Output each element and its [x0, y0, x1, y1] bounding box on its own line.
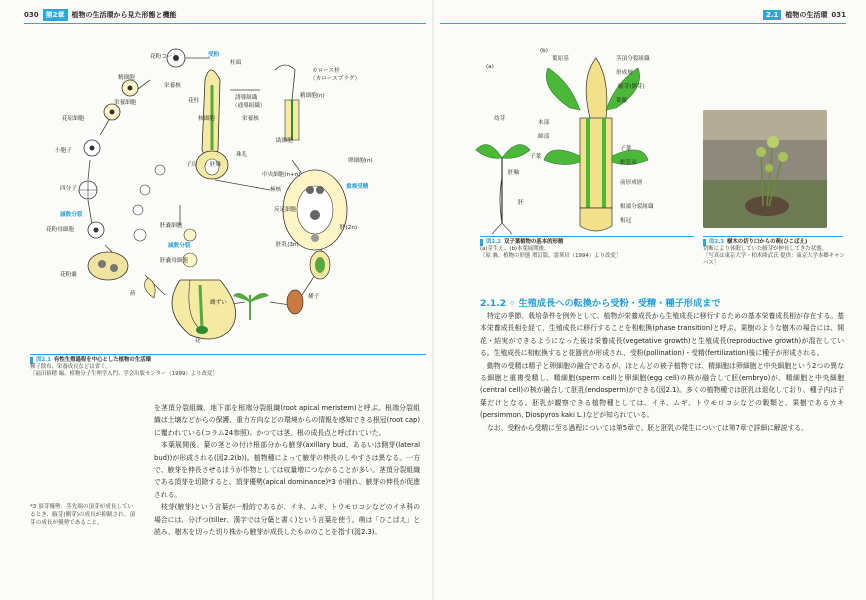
fig1-label-kafunnou: 花粉嚢 [60, 272, 77, 278]
flower-bottom [144, 278, 235, 339]
fig2-label-keiseisou: 形成層 [616, 70, 633, 76]
left-body-paragraph: 枝芽(腋芽)という言葉が一般的であるが、イネ、ムギ、トウモロコシなどのイネ科の場合には、分げつ(tiller、漢字では分蘖と書く)という言葉を使う。萌は「ひこばえ」と読み、樹木を切った切り株から腋芽が成長したもののことを指す(図2.3)。 [154, 503, 420, 537]
fig3-caption-rule [703, 236, 843, 237]
fig1-label-sekishi: 助細胞 [276, 138, 293, 144]
right-page-number: 031 [831, 11, 846, 19]
fig2-label-shiyou2: 子葉 [620, 146, 632, 152]
fig2-label-hakou: 葉腋 [616, 98, 628, 104]
figure-2-1-caption [30, 357, 426, 378]
right-running-head [763, 8, 846, 22]
fig2-caption-title: 双子葉植物の基本的形態 [503, 239, 564, 245]
fig1-label-hainoubo: 胚嚢母細胞 [160, 258, 188, 264]
right-body-text [480, 310, 844, 434]
fig1-label-karosu-plug: （カロースプラグ） [310, 76, 361, 82]
chapter-tag: 第2章 [43, 9, 68, 21]
fig3-caption-line2: ［写真は東京大学・柏木隆武氏 提供：東京大学本郷キャンパス］ [703, 253, 845, 266]
fig1-label-chutou: 柱頭 [230, 60, 242, 66]
figure-2-1-lifecycle-diagram [30, 40, 430, 345]
coppice-photo [703, 110, 827, 228]
fig1-caption-line1: 種子散布、栄養成長などは省く。 [30, 364, 111, 370]
figure-2-3-caption [703, 239, 845, 267]
left-body-text [154, 402, 420, 538]
fig1-label-hantai: 反足細胞 [274, 207, 297, 213]
figure-2-3-photo [703, 110, 827, 228]
fig1-label-shibunshi: 四分子 [60, 186, 77, 192]
fig1-label-seisaibou-n: 精細胞(n) [300, 93, 325, 99]
left-page-number: 030 [24, 11, 39, 19]
fig1-label-gensuu1: 減数分裂 [60, 212, 83, 218]
fig1-caption-title: 有性生殖過程を中心とした植物の生活環 [53, 357, 151, 363]
fig1-label-jusei: 重複受精 [346, 184, 369, 190]
fig1-label-eiyousaibou: 栄養細胞 [114, 100, 137, 106]
fig1-label-hai2n: 胚(2n) [340, 225, 358, 231]
fig1-label-hana: 花 [195, 338, 201, 344]
fig1-label-kangen: 花原細胞 [62, 116, 85, 122]
fig2-caption-line2: ［原 襄、植物の形態 増訂版、裳華房（1994）より改変］ [480, 253, 622, 259]
fig1-label-ranshi: 卵細胞(n) [348, 158, 373, 164]
fig1-label-eiyoukaku: 栄養核 [164, 83, 181, 89]
fig2-label-b: (b) [540, 48, 548, 54]
fig1-label-seisaibou: 精細胞 [118, 75, 135, 81]
fig2-caption-line1: (a)芽生え、(b)本葉展開後。 [480, 246, 550, 252]
fig1-label-choushou: 珠孔 [236, 152, 248, 158]
fig1-label-kafunbo: 花粉母細胞 [46, 227, 74, 233]
fig2-label-mokubu: 木部 [538, 120, 550, 126]
fig1-label-yaku: 葯 [130, 291, 136, 297]
fig1-caption-line2: ［福田裕穂 編、植物分子生理学入門、学会出版センター（1999）より改変］ [30, 371, 218, 377]
fig2-caption-rule [480, 236, 694, 237]
fig1-label-karosu: カロース栓 [312, 68, 340, 74]
fig1-label-kakusaibou: 核細胞 [198, 116, 215, 122]
right-body-paragraph: 特定の季節、栽培条件を例外として、植物が栄養成長から生殖成長に移行するための基本栄養成長相が存在する。基本栄養成長相を経て、生殖成長に移行することを相転換(phase transition)と呼ぶ。果樹のような樹木の場合には、開花・結実ができるようになった後は栄養成長(vegetative growth)と生殖成長(reproductive growth)が混在している。生殖成長に相転換すると花器官が形成され、受粉(pollination)・受精(fertilization)後に種子が形成される。 [480, 312, 844, 358]
fig2-label-hai: 胚 [518, 200, 524, 206]
fig1-label-hainou: 胚嚢細胞 [160, 223, 183, 229]
fig1-label-chuuou: 中央細胞(n+n) [262, 172, 301, 178]
left-body-paragraph: を茎頂分裂組織、地下部を根端分裂組織(root apical meristem)と呼ぶ。根端分裂組織は土壌などからの保護、重力方向などの環境からの情報を感知できる根冠(root cap)に覆われている(コラム24参照)。かつては茎、根の成長点と呼ばれていた。 [154, 404, 420, 437]
fig2-label-keichou: 茎頂分裂組織 [616, 56, 650, 62]
fig2-label-konkan: 根冠 [620, 218, 632, 224]
fig1-caption-tag: 図2.1 [30, 357, 51, 364]
fig1-label-hainyu3n: 胚乳(3n) [276, 242, 299, 248]
fig1-caption-rule [30, 354, 426, 355]
figure-2-2-caption [480, 239, 694, 260]
right-body-paragraph: 動物の受精は精子と卵細胞の融合であるが、ほとんどの被子植物では、精細胞は卵細胞と中央細胞という2つの異なる細胞と重複受精し、精細胞(sperm cell)と卵細胞(egg cell)の核が融合して胚(embryo)が、精細胞と中央細胞(central cell)の核が融合して胚乳(endosperm)ができる(図2.1)。多くの植物種では胚乳は退化しており、種子内は子葉だけとなる。胚乳が観察できる植物種としては、イネ、ムギ、トウモロコシなどの穀類と、果樹であるカキ(persimmon, Diospyros kaki L.)などが知られている。 [480, 361, 844, 420]
section-tag: 2.1 [763, 10, 781, 20]
left-body-paragraph: 本葉展開後、葉の茎との付け根部分から腋芽(axillary bud、あるいは側芽(lateral bud))が形成される(図2.2(b))。植物種によって腋芽の伸長のしやすさは異なる。一方で、腋芽を伸長させるほうが作物としては収量増につながることが多い。茎頂分裂組織である頂芽を切除すると、頂芽優勢(apical dominance)*3 が崩れ、腋芽の伸長が促進される。 [154, 441, 420, 499]
section-title: 植物の生活環 [785, 11, 828, 19]
fig2-label-shibu: 師部 [538, 134, 550, 140]
fig2-label-haijiku: 胚軸 [508, 170, 520, 176]
fig1-label-tsuudou: （通導組織） [232, 103, 266, 109]
section-heading: 2.1.2 ◦ 生殖成長への転換から受粉・受精・種子形成まで [480, 298, 721, 309]
fig2-label-ketsukan: 維管束 [620, 160, 637, 166]
fig1-label-shouhoshi: 小胞子 [55, 148, 72, 154]
footnote: *3 頂芽優勢：茎先端の頂芽が成長しているとき、腋芽(側芽)の成長が抑制され、頂芽の成長が優勢であること。 [30, 504, 136, 526]
seed-development [234, 251, 330, 320]
fig2-label-konkei: 根端分裂組織 [620, 204, 654, 210]
fig1-label-yuudou: 誘導組織 [235, 95, 258, 101]
fig2-label-youbo: 腋芽(側芽) [618, 84, 645, 90]
fig3-caption-line1: 切断により休眠していた腋芽が伸長してきた状態。 [703, 246, 827, 252]
fig3-caption-tag: 図2.3 [703, 239, 724, 246]
fig2-caption-tag: 図2.2 [480, 239, 501, 246]
book-gutter [432, 0, 434, 600]
right-body-paragraph: なお、受粉から受精に至る過程については第5章で、胚と胚乳の発生については第7章で詳細に解説する。 [487, 423, 808, 432]
fig2-label-youmou: 幼芽 [494, 116, 506, 122]
fig1-label-jufun: 受粉 [208, 52, 220, 58]
pollen-tube [275, 65, 299, 140]
left-head-rule [24, 23, 426, 24]
fig1-label-gensuu2: 減数分裂 [168, 243, 191, 249]
fig2-label-chuuoujiku: 葉原基 [552, 56, 569, 62]
fig3-caption-title: 樹木の切り口からの萌(ひこばえ) [726, 239, 808, 245]
fig1-label-kankaku: 極核 [270, 187, 282, 193]
fig2-label-shiyou: 子葉 [530, 154, 542, 160]
fig1-label-mesibe: 雌ずい [210, 300, 227, 306]
chapter-title: 植物の生活環から見た形態と機能 [71, 11, 177, 19]
fig1-label-shushi: 種子 [308, 294, 320, 300]
fig1-label-kafun-coat: 花粉コート [150, 54, 178, 60]
fig1-label-shibou: 子房 [186, 162, 198, 168]
right-head-rule [440, 23, 846, 24]
fig2-label-keiseisou2: 前形成層 [620, 180, 643, 186]
seedling-illustration [476, 145, 530, 234]
fig1-label-kachuu: 花柱 [188, 98, 200, 104]
fig1-label-eiyoukaku2: 栄養核 [242, 116, 259, 122]
fig1-label-haishu: 胚珠 [210, 162, 222, 168]
left-running-head [24, 8, 177, 22]
fig2-label-a: (a) [486, 64, 494, 70]
